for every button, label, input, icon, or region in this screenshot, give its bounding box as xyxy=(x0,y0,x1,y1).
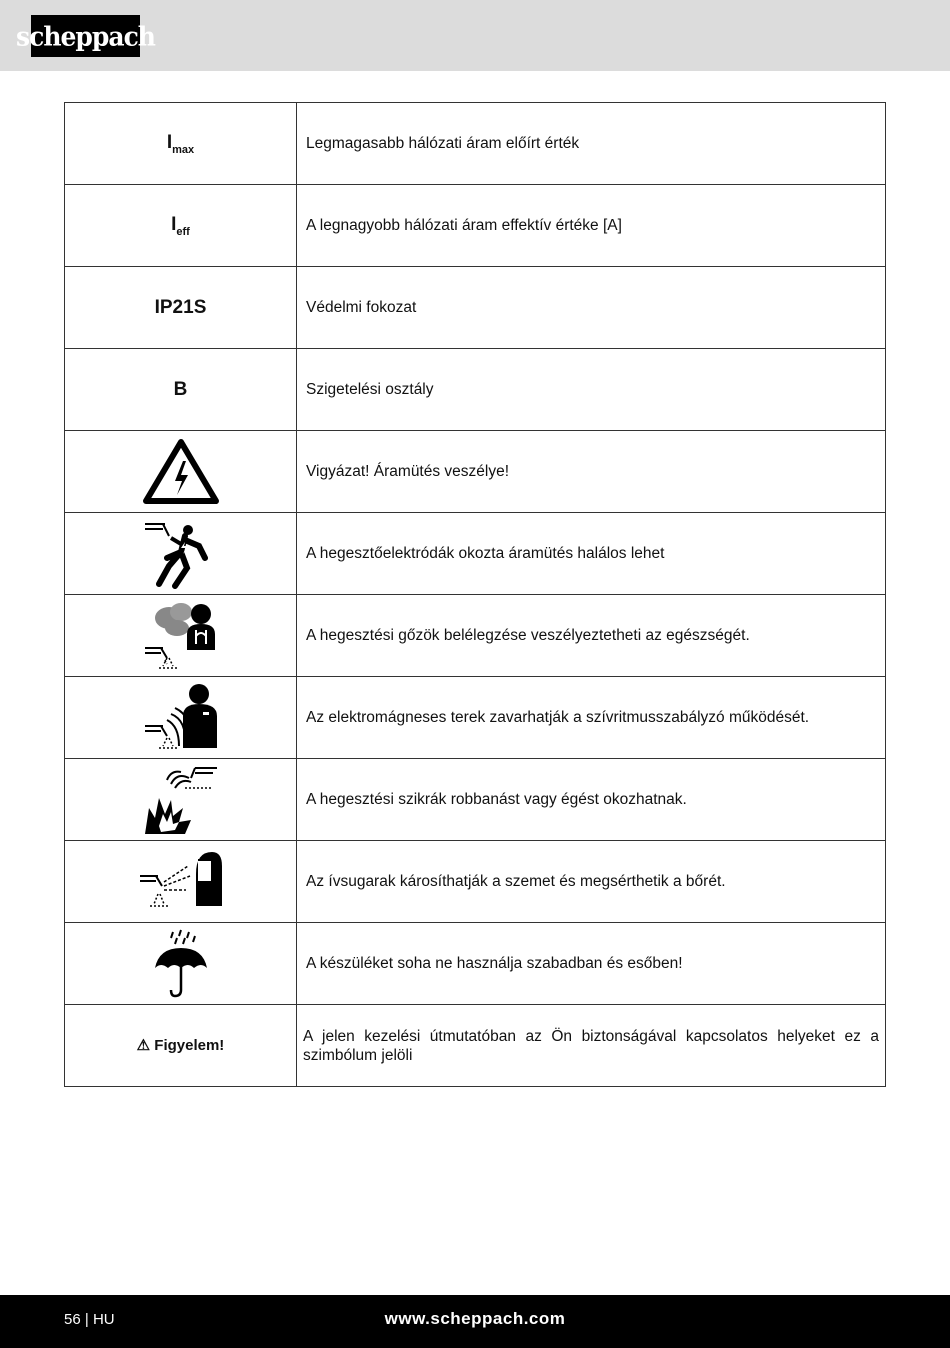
description-cell: A legnagyobb hálózati áram effektív értéke [A] xyxy=(297,185,886,267)
symbol-cell xyxy=(65,1005,297,1087)
symbol-cell xyxy=(65,349,297,431)
ieff-symbol: $I_{eff}$ xyxy=(171,213,190,238)
page-footer xyxy=(0,1295,950,1348)
description-cell: A hegesztőelektródák okozta áramütés halálos lehet xyxy=(297,513,886,595)
scheppach-logo: scheppach xyxy=(31,15,140,57)
description-cell: Legmagasabb hálózati áram előírt érték xyxy=(297,103,886,185)
symbol-cell xyxy=(65,759,297,841)
symbol-cell xyxy=(65,595,297,677)
description-cell: A hegesztési gőzök belélegzése veszélyeztetheti az egészségét. xyxy=(297,595,886,677)
table-row xyxy=(65,349,886,431)
symbol-cell xyxy=(65,923,297,1005)
welding-fumes-icon xyxy=(141,600,221,672)
pacemaker-emf-icon xyxy=(141,682,221,754)
description-cell: A hegesztési szikrák robbanást vagy égést okozhatnak. xyxy=(297,759,886,841)
table-row xyxy=(65,677,886,759)
symbol-cell xyxy=(65,677,297,759)
description-cell: Szigetelési osztály xyxy=(297,349,886,431)
table-row xyxy=(65,267,886,349)
page-header xyxy=(0,0,950,71)
table-row xyxy=(65,841,886,923)
table-row xyxy=(65,1005,886,1087)
table-row xyxy=(65,431,886,513)
table-row xyxy=(65,513,886,595)
description-cell: Védelmi fokozat xyxy=(297,267,886,349)
symbol-cell xyxy=(65,185,297,267)
description-cell: Vigyázat! Áramütés veszélye! xyxy=(297,431,886,513)
symbol-cell xyxy=(65,267,297,349)
table-row xyxy=(65,923,886,1005)
website-link[interactable]: www.scheppach.com xyxy=(384,1309,566,1328)
electric-hazard-icon xyxy=(141,437,221,507)
arc-rays-icon xyxy=(136,846,226,918)
spark-explosion-icon xyxy=(141,764,221,836)
symbol-cell xyxy=(65,513,297,595)
description-cell: A készüléket soha ne használja szabadban és esőben! xyxy=(297,923,886,1005)
table-row xyxy=(65,759,886,841)
insulation-class-symbol: B xyxy=(173,378,188,400)
electrode-shock-icon xyxy=(141,518,221,590)
umbrella-rain-icon xyxy=(141,928,221,1000)
symbol-cell xyxy=(65,431,297,513)
ip-rating-symbol: IP21S xyxy=(154,296,207,318)
table-row xyxy=(65,103,886,185)
description-cell: Az elektromágneses terek zavarhatják a szívritmusszabályzó működését. xyxy=(297,677,886,759)
attention-symbol: ⚠ Figyelem! xyxy=(136,1037,225,1054)
page-number: 56 | HU xyxy=(64,1311,115,1328)
table-row xyxy=(65,185,886,267)
description-cell: Az ívsugarak károsíthatják a szemet és megsérthetik a bőrét. xyxy=(297,841,886,923)
symbol-cell xyxy=(65,841,297,923)
symbols-table xyxy=(64,102,886,1087)
imax-symbol: $I_{max}$ xyxy=(166,131,195,156)
table-row xyxy=(65,595,886,677)
symbol-cell xyxy=(65,103,297,185)
description-cell: A jelen kezelési útmutatóban az Ön biztonságával kapcsolatos helyeket ez a szimbólum jelöli xyxy=(297,1005,886,1087)
